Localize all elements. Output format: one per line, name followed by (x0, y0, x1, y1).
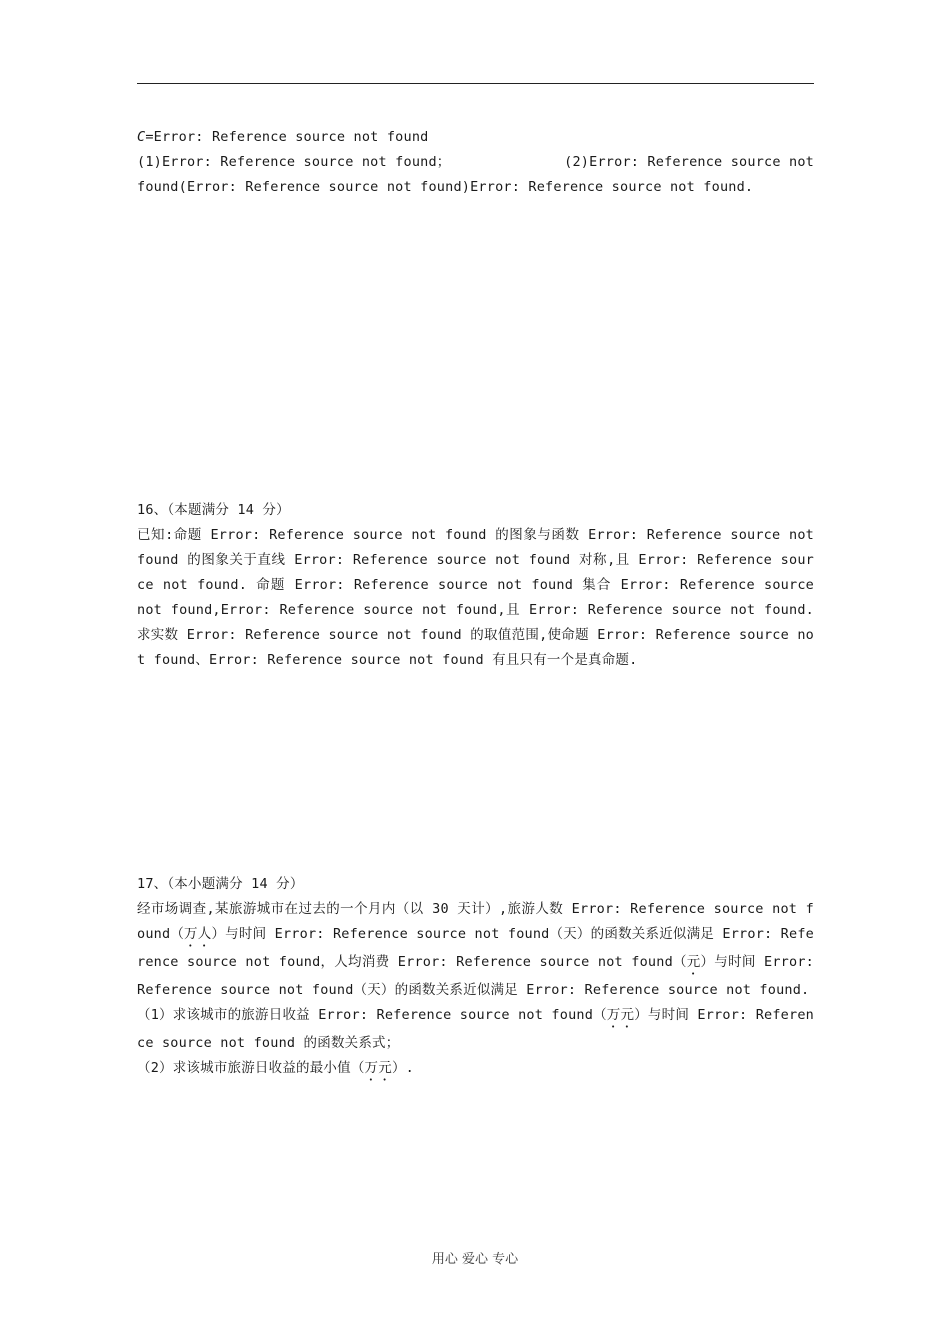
q17-s1-unit: 万元 (606, 1007, 635, 1023)
question-16-block (137, 498, 814, 673)
question-15-block (137, 125, 814, 200)
q15-part1: (1)Error: Reference source not found； (137, 154, 451, 170)
q15-line1 (137, 125, 814, 150)
q17-title: 17、（本小题满分 14 分） (137, 876, 304, 892)
q15-parts-row (137, 150, 814, 175)
q17-s1-text: （1）求该城市的旅游日收益 Error: Reference source not found（ (137, 1007, 607, 1023)
q17-subquestion-2 (137, 1056, 814, 1084)
q17-s2-text: （2）求该城市旅游日收益的最小值（ (137, 1060, 365, 1076)
q17-subquestion-1 (137, 1003, 814, 1056)
question-17-block (137, 872, 814, 1084)
variable-c: C (137, 129, 146, 145)
q17-unit-yuan: 元 (686, 954, 701, 970)
page-footer: 用心 爱心 专心 (431, 1252, 519, 1267)
q17-text-3: ）与时间 Error: Reference source not found（天）的函数关系近似满足 Error: Reference source not found. (137, 954, 814, 998)
q17-s1-end: ）与时间 Error: Reference source not found 的函数关系式； (137, 1007, 814, 1051)
q17-unit-wanren: 万人 (184, 926, 212, 942)
q15-line1-text: =Error: Reference source not found (145, 129, 429, 145)
q17-s2-unit: 万元 (364, 1060, 392, 1076)
q17-text-1: 经市场调查,某旅游城市在过去的一个月内（以 30 天计）,旅游人数 Error: Reference source not found（ (137, 901, 814, 942)
q16-body: 已知:命题 Error: Reference source not found 的图象与函数 Error: Reference source not found 的图象关于直线 Error: Reference source not found 对称,且 Error: Reference source not found. 命题 Error: Reference source not found 集合 Error: Reference source not found,Error: Reference source not found,且 Error: Reference source not found.求实数 Error: Reference source not found 的取值范围,使命题 Error: Reference source not found、Error: Reference source not found 有且只有一个是真命题. (137, 527, 814, 668)
q15-part2-start: (2)Error: Reference source not (564, 154, 814, 170)
q15-part2-end: found(Error: Reference source not found)Error: Reference source not found. (137, 179, 754, 195)
q17-s2-end: ）. (391, 1060, 414, 1076)
q17-paragraph (137, 897, 814, 1003)
q16-title: 16、（本题满分 14 分） (137, 502, 290, 518)
q17-text-2: ）与时间 Error: Reference source not found（天）的函数关系近似满足 Error: Reference source not found，人均消费 Error: Reference source not found（ (137, 926, 814, 970)
header-rule (137, 83, 814, 84)
